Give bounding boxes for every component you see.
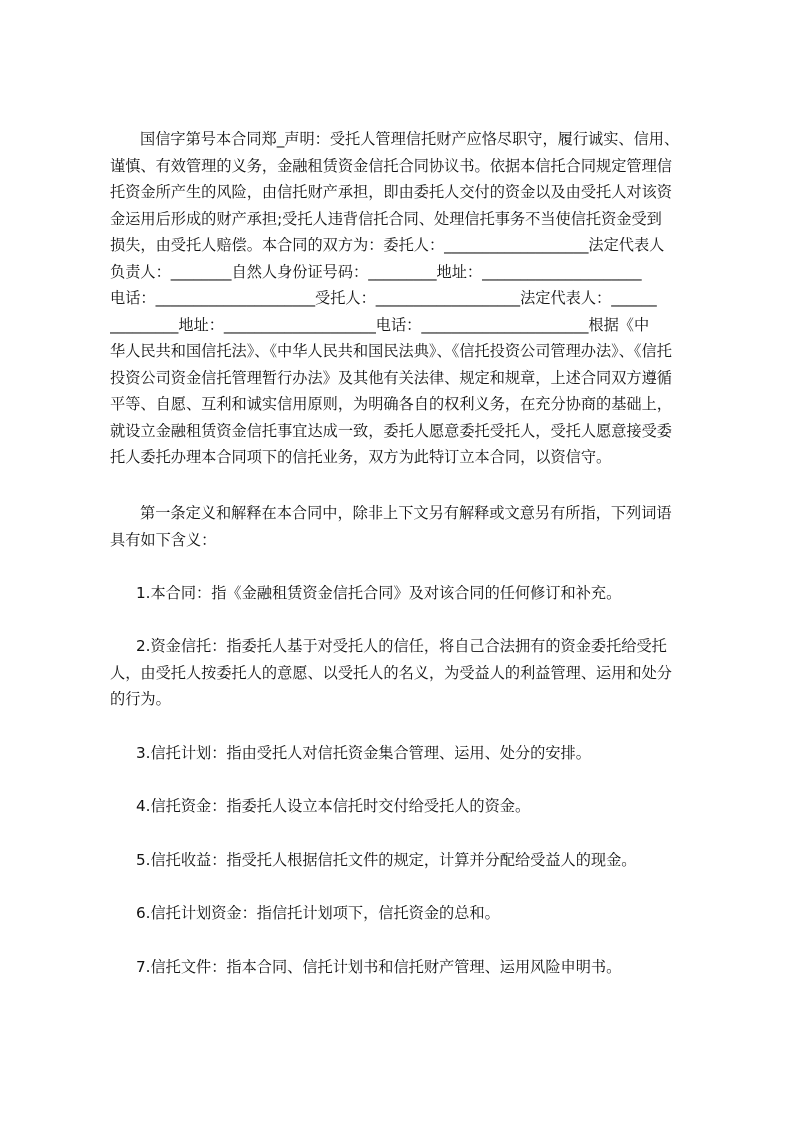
definition-line: 6.信托计划资金：指信托计划项下，信托资金的总和。 bbox=[136, 904, 500, 922]
preamble-paragraph bbox=[110, 126, 700, 471]
article-1-paragraph bbox=[110, 500, 700, 553]
definition-line: 人，由受托人按委托人的意愿、以受托人的名义，为受益人的利益管理、运用和处分 bbox=[110, 663, 672, 682]
preamble-line: 电话：_____________________受托人：___________________法定代表人：______ bbox=[110, 289, 657, 307]
definition-item-3 bbox=[110, 740, 700, 767]
definition-item-2 bbox=[110, 633, 700, 713]
preamble-line: 金运用后形成的财产承担;受托人违背信托合同、处理信托事务不当使信托资金受到 bbox=[110, 209, 662, 228]
preamble-line: _________地址：____________________电话：______________________根据《中 bbox=[110, 315, 650, 334]
definition-item-5 bbox=[110, 847, 700, 874]
preamble-line: 投资公司资金信托管理暂行办法》及其他有关法律、规定和规章，上述合同双方遵循 bbox=[110, 368, 672, 387]
definition-line: 5.信托收益：指受托人根据信托文件的规定，计算并分配给受益人的现金。 bbox=[136, 851, 637, 869]
definition-item-6 bbox=[110, 900, 700, 927]
definition-item-4 bbox=[110, 793, 700, 820]
definition-line: 的行为。 bbox=[110, 690, 171, 708]
preamble-line: 托资金所产生的风险，由信托财产承担，即由委托人交付的资金以及由受托人对该资 bbox=[110, 183, 672, 201]
preamble-line: 谨慎、有效管理的义务，金融租赁资金信托合同协议书。依据本信托合同规定管理信 bbox=[110, 156, 672, 175]
definition-line: 1.本合同：指《金融租赁资金信托合同》及对该合同的任何修订和补充。 bbox=[136, 584, 622, 602]
definition-item-1 bbox=[110, 580, 700, 607]
definition-line: 7.信托文件：指本合同、信托计划书和信托财产管理、运用风险申明书。 bbox=[136, 958, 622, 976]
preamble-line: 就设立金融租赁资金信托事宜达成一致，委托人愿意委托受托人，受托人愿意接受委 bbox=[110, 421, 672, 440]
definition-line: 4.信托资金：指委托人设立本信托时交付给受托人的资金。 bbox=[136, 797, 531, 815]
preamble-line: 负责人：________自然人身份证号码：_________地址：_____________________ bbox=[110, 262, 642, 281]
preamble-line: 托人委托办理本合同项下的信托业务，双方为此特订立本合同，以资信守。 bbox=[110, 448, 612, 466]
preamble-line: 损失，由受托人赔偿。本合同的双方为：委托人：___________________法定代表人 bbox=[110, 236, 665, 254]
definition-line: 3.信托计划：指由受托人对信托资金集合管理、运用、处分的安排。 bbox=[136, 744, 591, 762]
preamble-line: 平等、自愿、互利和诚实信用原则，为明确各自的权利义务，在充分协商的基础上， bbox=[110, 395, 672, 413]
preamble-line: 华人民共和国信托法》、《中华人民共和国民法典》、《信托投资公司管理办法》、《信托 bbox=[110, 342, 672, 360]
article-line: 第一条定义和解释在本合同中，除非上下文另有解释或文意另有所指，下列词语 bbox=[140, 504, 672, 522]
definition-line: 2.资金信托：指委托人基于对受托人的信任，将自己合法拥有的资金委托给受托 bbox=[136, 637, 667, 655]
preamble-line: 国信字第号本合同郑_声明：受托人管理信托财产应恪尽职守，履行诚实、信用、 bbox=[140, 130, 680, 148]
definition-item-7 bbox=[110, 954, 700, 981]
article-line: 具有如下含义： bbox=[110, 530, 217, 549]
